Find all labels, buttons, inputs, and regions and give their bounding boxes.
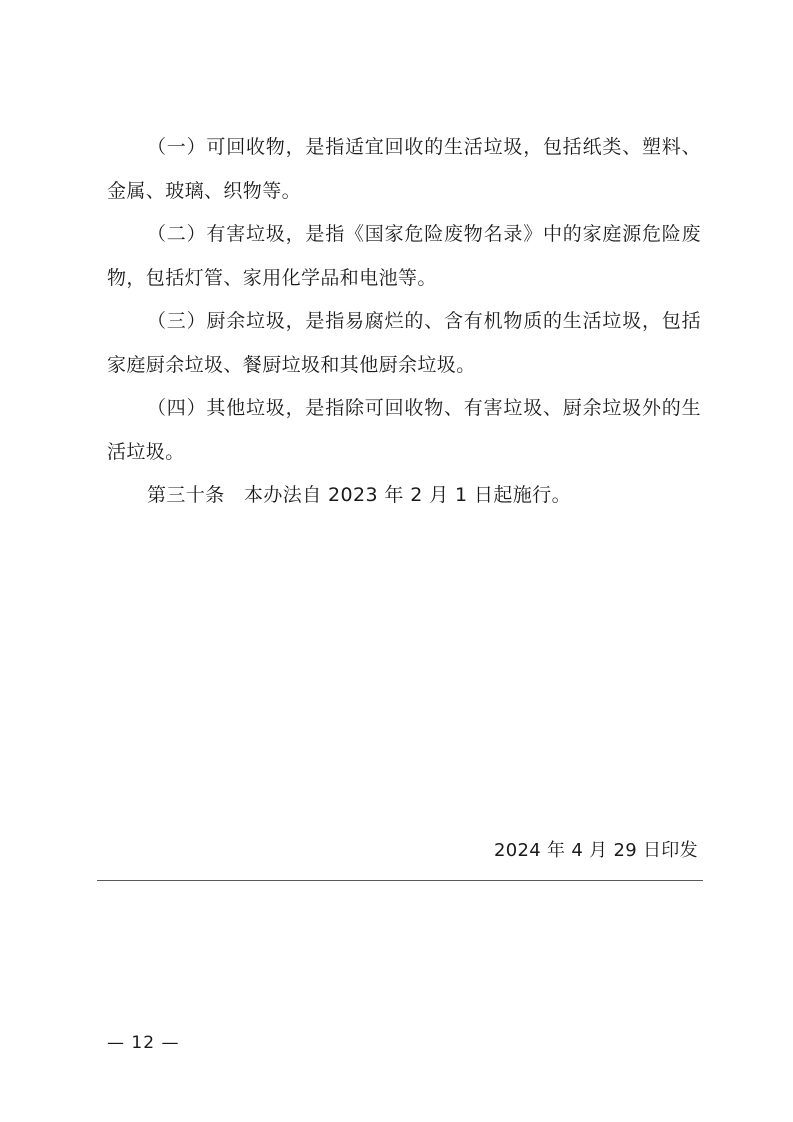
paragraph-other-waste: （四）其他垃圾，是指除可回收物、有害垃圾、厨余垃圾外的生活垃圾。 bbox=[107, 397, 701, 463]
paragraph-kitchen-waste: （三）厨余垃圾，是指易腐烂的、含有机物质的生活垃圾，包括家庭厨余垃圾、餐厨垃圾和其他厨余垃圾。 bbox=[107, 310, 701, 376]
issue-date: 2024 年 4 月 29 日印发 bbox=[494, 840, 698, 861]
paragraph-hazardous-waste: （二）有害垃圾，是指《国家危险废物名录》中的家庭源危险废物，包括灯管、家用化学品和电池等。 bbox=[107, 223, 701, 289]
page-number: — 12 — bbox=[107, 1033, 180, 1053]
paragraph-article-30: 第三十条 本办法自 2023 年 2 月 1 日起施行。 bbox=[147, 484, 571, 506]
document-body bbox=[107, 126, 701, 518]
paragraph-recyclables: （一）可回收物，是指适宜回收的生活垃圾，包括纸类、塑料、金属、玻璃、织物等。 bbox=[107, 136, 701, 202]
footer-divider bbox=[97, 880, 703, 881]
